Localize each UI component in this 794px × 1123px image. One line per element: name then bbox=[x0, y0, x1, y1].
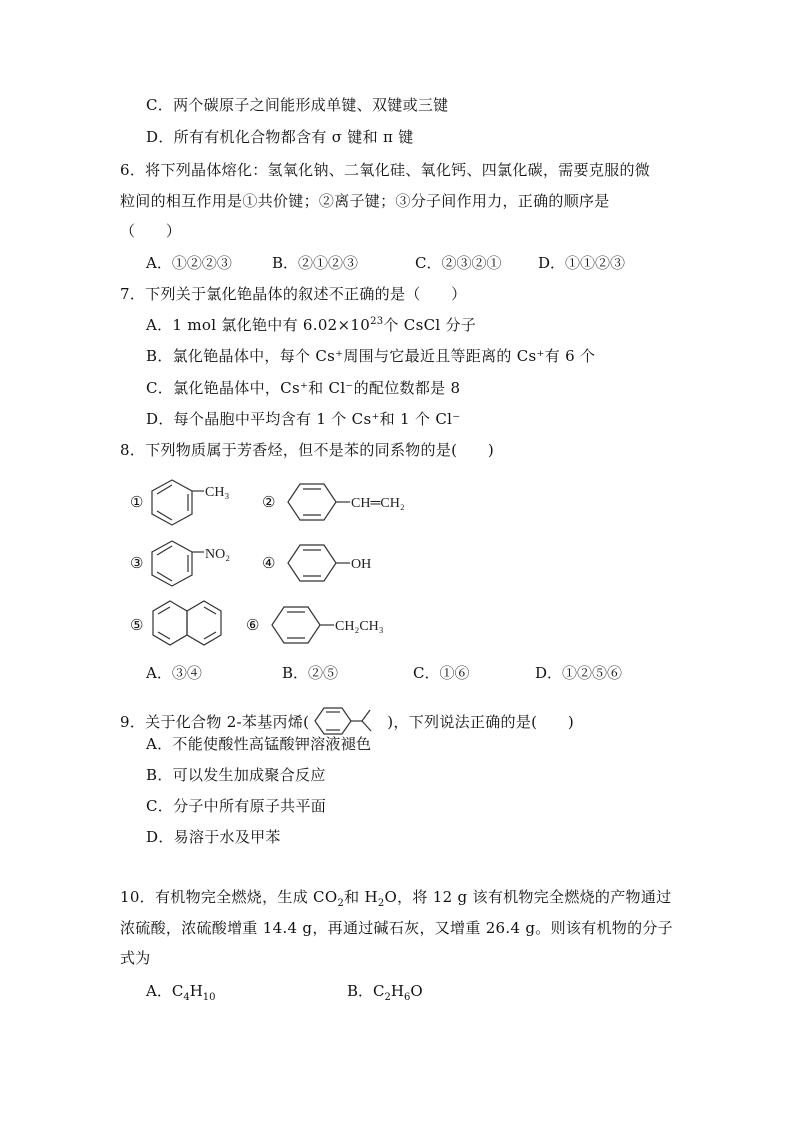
q7-option-a-pre: A．1 mol 氯化铯中有 6.02×10 bbox=[146, 316, 371, 334]
q8-option-c: C．①⑥ bbox=[413, 664, 470, 682]
q8-option-a: A．③④ bbox=[146, 664, 202, 682]
q10-a-pre: A．C bbox=[146, 982, 184, 1000]
q10-b-sub1: 2 bbox=[384, 992, 391, 1003]
q9-option-a: A．不能使酸性高锰酸钾溶液褪色 bbox=[146, 735, 372, 753]
q6-option-c: C．②③②① bbox=[415, 254, 502, 272]
q9-stem bbox=[120, 704, 574, 738]
q8-option-d: D．①②⑤⑥ bbox=[535, 664, 623, 682]
q8-struct-5-num: ⑤ bbox=[130, 616, 144, 634]
q8-struct-2-styrene bbox=[284, 480, 434, 526]
q8-struct-2-label: CH═CH₂ bbox=[351, 496, 405, 511]
q10-l1-sub2: 2 bbox=[377, 898, 385, 909]
q9-stem-post: )，下列说法正确的是( ) bbox=[387, 713, 575, 731]
q9-option-c: C．分子中所有原子共平面 bbox=[146, 797, 327, 815]
q7-option-c: C．氯化铯晶体中，Cs⁺和 Cl⁻的配位数都是 8 bbox=[146, 379, 461, 397]
q8-struct-3-num: ③ bbox=[130, 554, 144, 572]
q8-option-b: B．②⑤ bbox=[282, 664, 339, 682]
q8-struct-6-ethylbenzene bbox=[268, 603, 418, 649]
q8-struct-6-label: CH₂CH₃ bbox=[335, 619, 384, 634]
q10-b-pre: B．C bbox=[347, 982, 385, 1000]
q6-option-a: A．①②②③ bbox=[146, 254, 232, 272]
q5-option-d: D．所有有机化合物都含有 σ 键和 π 键 bbox=[146, 128, 414, 146]
q8-struct-4-phenol bbox=[284, 541, 394, 587]
q7-option-b: B．氯化铯晶体中，每个 Cs⁺周围与它最近且等距离的 Cs⁺有 6 个 bbox=[146, 347, 596, 365]
q6-stem-line1: 6．将下列晶体熔化：氢氧化钠、二氧化硅、氧化钙、四氯化碳，需要克服的微 bbox=[120, 161, 651, 179]
q10-a-sub2: 10 bbox=[202, 992, 216, 1003]
q10-stem-line2: 浓硫酸，浓硫酸增重 14.4 g，再通过碱石灰，又增重 26.4 g。则该有机物的分子 bbox=[120, 919, 673, 937]
q8-struct-5-naphthalene bbox=[150, 598, 230, 652]
q8-struct-2-num: ② bbox=[262, 493, 276, 511]
q7-option-d: D．每个晶胞中平均含有 1 个 Cs⁺和 1 个 Cl⁻ bbox=[146, 410, 461, 428]
q8-struct-4-num: ④ bbox=[262, 554, 276, 572]
q8-struct-4-label: OH bbox=[351, 557, 372, 572]
q10-b-sub2: 6 bbox=[403, 992, 411, 1003]
q10-l1-pre: 10．有机物完全燃烧，生成 CO bbox=[120, 888, 338, 906]
q8-struct-6-num: ⑥ bbox=[246, 616, 260, 634]
q7-option-a bbox=[146, 315, 476, 335]
q7-option-a-post: 个 CsCl 分子 bbox=[383, 316, 477, 334]
q6-answer-paren: （ ） bbox=[120, 222, 182, 240]
q10-a-mid: H bbox=[189, 982, 203, 1000]
q10-a-sub1: 4 bbox=[183, 992, 190, 1003]
q8-stem: 8．下列物质属于芳香烃，但不是苯的同系物的是( ) bbox=[120, 441, 495, 459]
q10-stem-line1 bbox=[120, 887, 671, 907]
q8-struct-3-nitrobenzene bbox=[148, 538, 248, 590]
q10-b-post: O bbox=[410, 982, 423, 1000]
q7-stem: 7．下列关于氯化铯晶体的叙述不正确的是（ ） bbox=[120, 285, 467, 303]
q9-2-phenylpropene-structure bbox=[309, 704, 387, 738]
q10-stem-line3: 式为 bbox=[120, 949, 151, 967]
q8-struct-1-toluene bbox=[148, 478, 248, 528]
q10-option-b bbox=[347, 981, 423, 1001]
q5-option-c: C．两个碳原子之间能形成单键、双键或三键 bbox=[146, 96, 449, 114]
q7-option-a-exp: 23 bbox=[370, 316, 384, 327]
q6-option-d: D．①①②③ bbox=[538, 254, 626, 272]
q10-l1-post: O，将 12 g 该有机物完全燃烧的产物通过 bbox=[384, 888, 672, 906]
q9-option-d: D．易溶于水及甲苯 bbox=[146, 828, 281, 846]
q6-stem-line2: 粒间的相互作用是①共价键；②离子键；③分子间作用力，正确的顺序是 bbox=[120, 192, 610, 210]
q10-l1-mid: 和 H bbox=[344, 888, 378, 906]
q10-option-a bbox=[146, 981, 216, 1001]
q10-b-mid: H bbox=[390, 982, 404, 1000]
q9-option-b: B．可以发生加成聚合反应 bbox=[146, 766, 326, 784]
q9-stem-pre: 9．关于化合物 2-苯基丙烯( bbox=[120, 713, 310, 731]
q8-struct-3-label: NO₂ bbox=[205, 547, 231, 562]
q8-struct-1-label: CH₃ bbox=[205, 485, 230, 500]
q8-struct-1-num: ① bbox=[130, 493, 144, 511]
q6-option-b: B．②①②③ bbox=[272, 254, 359, 272]
q10-l1-sub1: 2 bbox=[337, 898, 345, 909]
